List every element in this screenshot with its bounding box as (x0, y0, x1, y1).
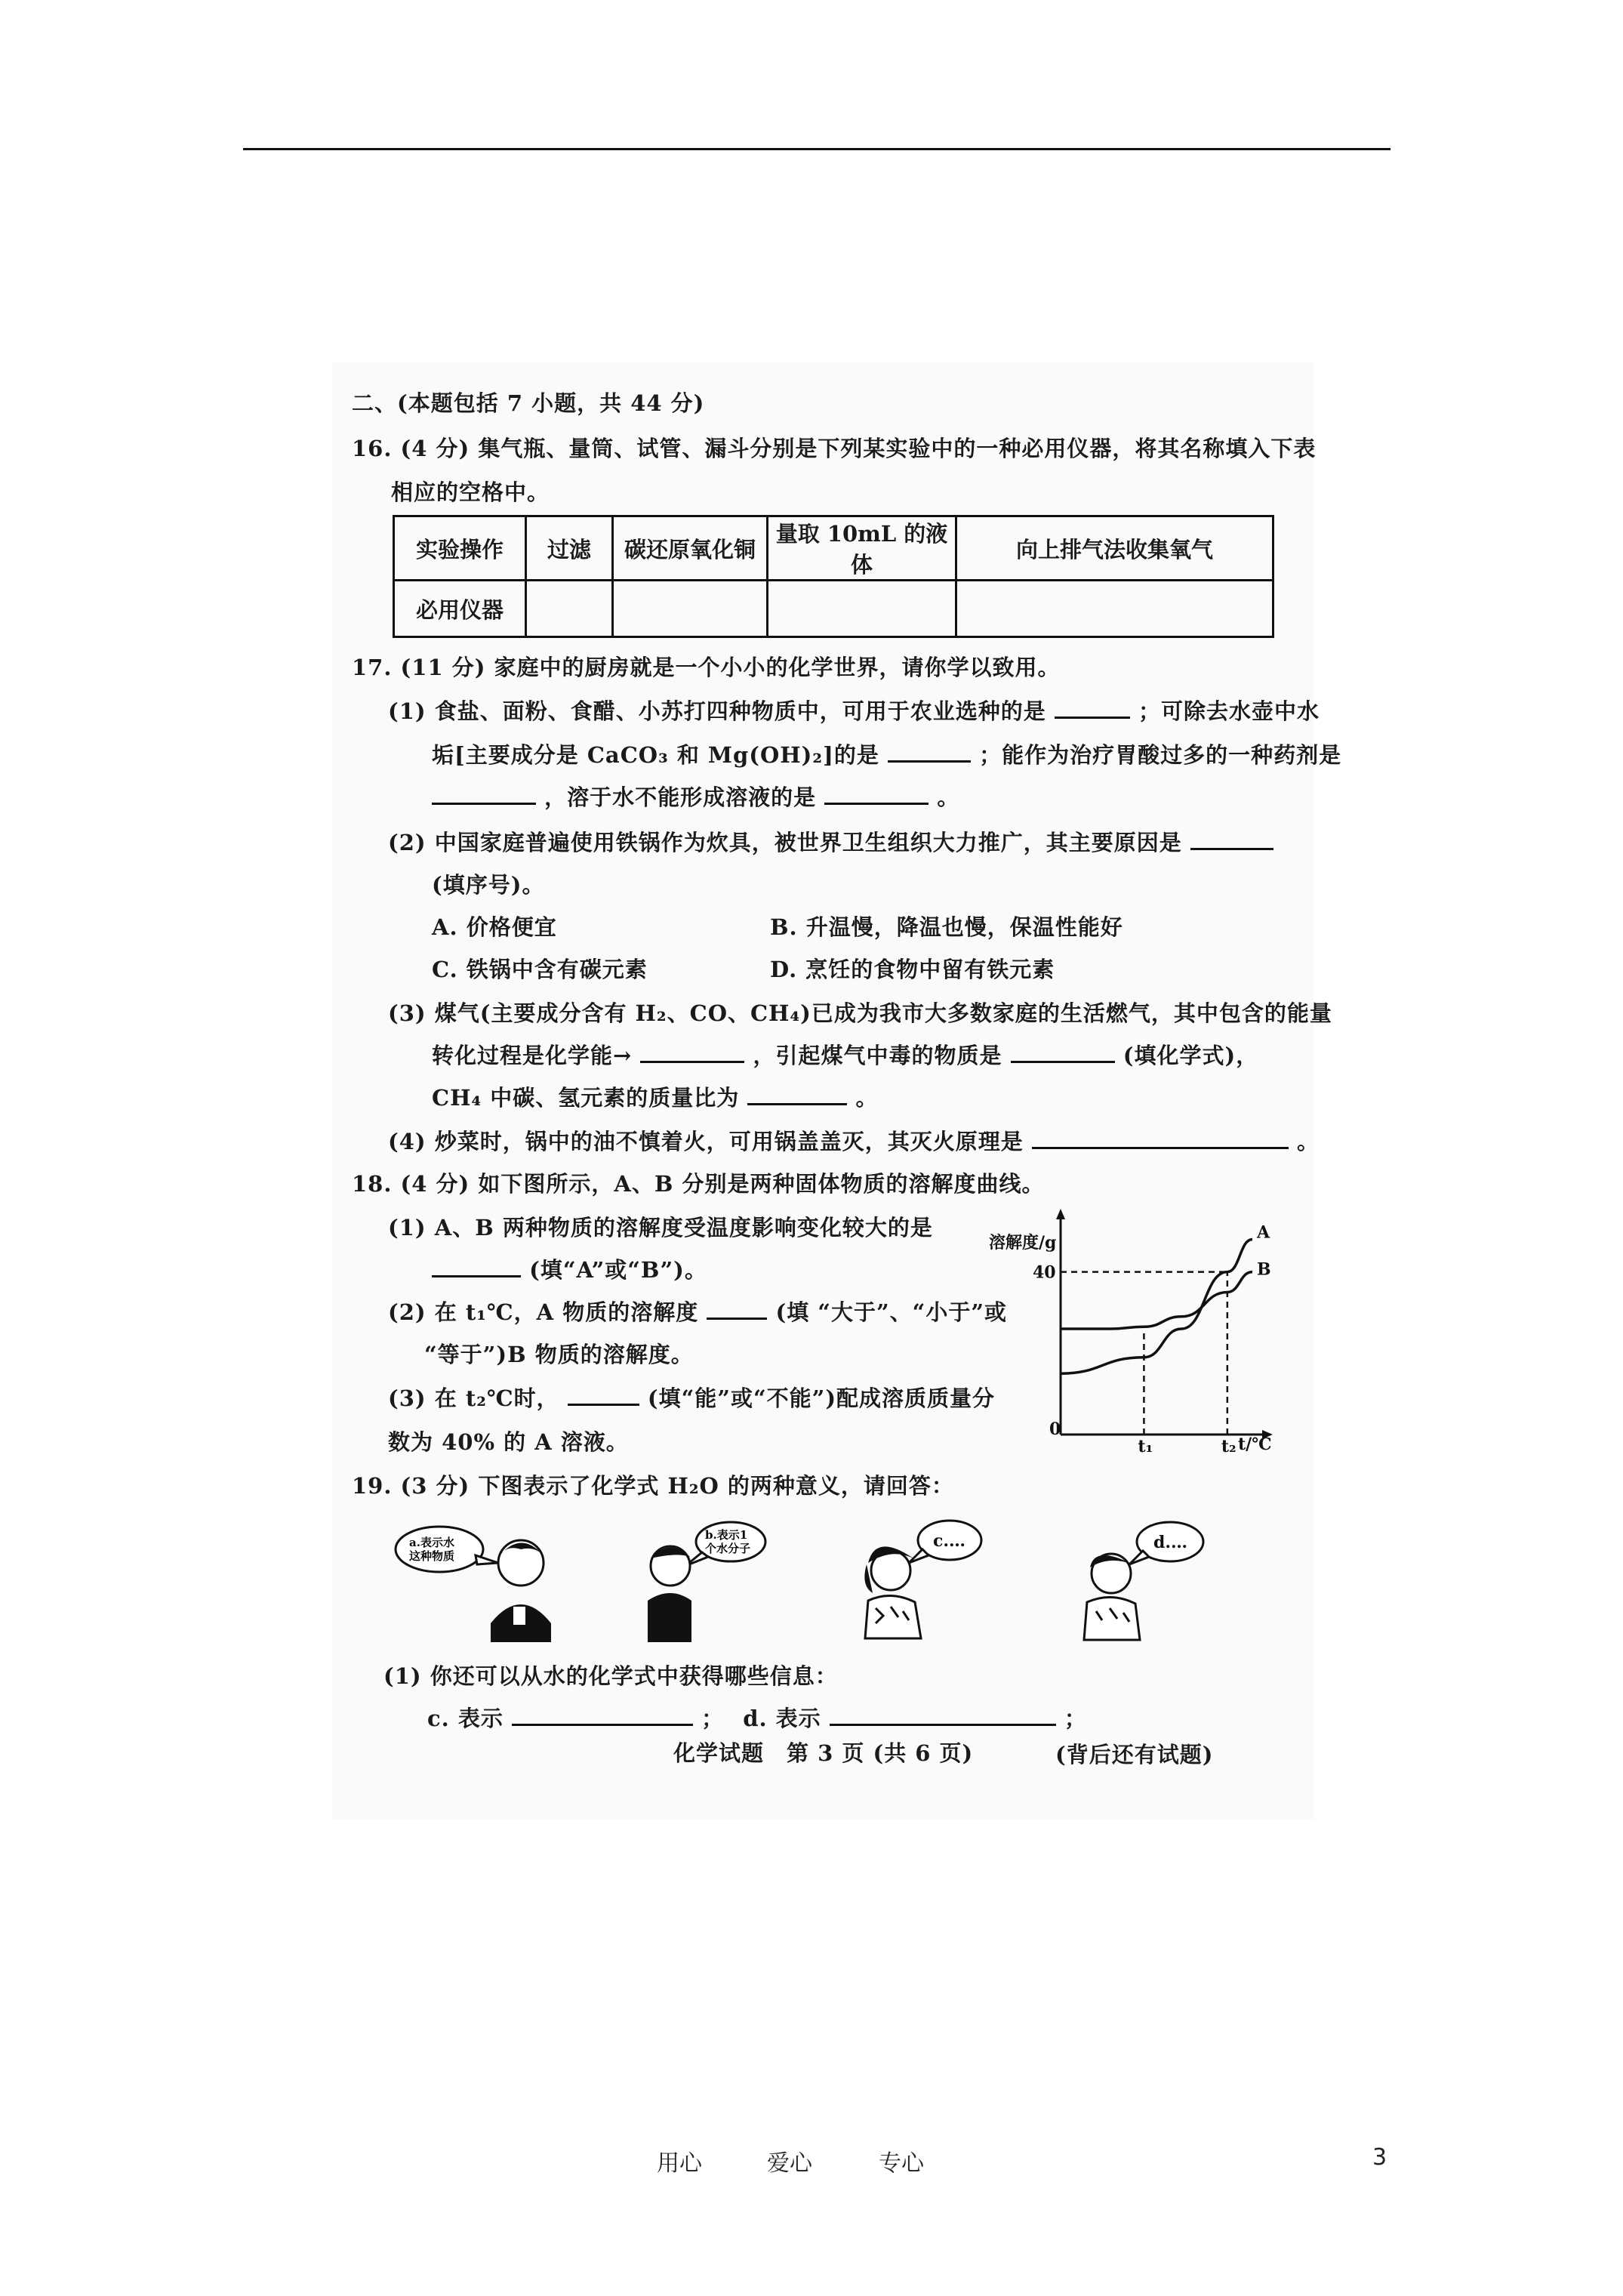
bubble-a-line2: 这种物质 (409, 1549, 455, 1563)
answer-cell[interactable] (768, 581, 956, 637)
footer-item: 用心 (657, 2150, 702, 2177)
page-number: 3 (1372, 2144, 1387, 2171)
footer-item: 专心 (879, 2150, 924, 2177)
option-a: A. 价格便宜 (432, 914, 557, 940)
q19-answer-line (427, 1702, 1087, 1733)
q17-part1-line2 (432, 738, 1341, 769)
person-c-icon (864, 1521, 981, 1638)
text: ； (701, 1706, 725, 1731)
answer-blank[interactable] (747, 1085, 847, 1105)
answer-blank[interactable] (707, 1299, 767, 1320)
exam-continue-note: (背后还有试题) (1055, 1742, 1214, 1767)
text: 垢[主要成分是 CaCO₃ 和 Mg(OH)₂]的是 (432, 742, 879, 768)
q16-stem-line1: 16. (4 分) 集气瓶、量筒、试管、漏斗分别是下列某实验中的一种必用仪器，将其名称填入下表 (352, 436, 1317, 461)
table-cell: 量取 10mL 的液体 (768, 516, 956, 581)
person-a-icon (396, 1527, 551, 1642)
exam-page-footer: 化学试题 第 3 页 (共 6 页) (673, 1740, 974, 1766)
answer-blank[interactable] (1190, 830, 1273, 850)
q16-table (393, 515, 1274, 638)
text: ； (1064, 1706, 1087, 1731)
text: ；能作为治疗胃酸过多的一种药剂是 (979, 742, 1342, 768)
series-line-a (1061, 1240, 1252, 1374)
q18-part3-line2: 数为 40% 的 A 溶液。 (388, 1429, 629, 1455)
text: 转化过程是化学能→ (432, 1043, 633, 1068)
q17-part3-line1: (3) 煤气(主要成分含有 H₂、CO、CH₄)已成为我市大多数家庭的生活燃气，其中包含的能量 (388, 1000, 1332, 1026)
x-tick-label: t₁ (1138, 1437, 1153, 1456)
text: c. 表示 (427, 1706, 504, 1731)
series-label-a: A (1256, 1222, 1270, 1243)
q18-part1-line1: (1) A、B 两种物质的溶解度受温度影响变化较大的是 (388, 1215, 933, 1240)
table-cell: 碳还原氧化铜 (613, 516, 768, 581)
person-d-icon (1084, 1522, 1203, 1640)
answer-blank-c[interactable] (512, 1706, 693, 1726)
text: ，溶于水不能形成溶液的是 (544, 784, 817, 810)
q17-part1-line1 (388, 695, 1320, 726)
table-row (394, 581, 1273, 637)
q18-stem: 18. (4 分) 如下图所示，A、B 分别是两种固体物质的溶解度曲线。 (352, 1171, 1045, 1197)
table-cell: 必用仪器 (394, 581, 526, 637)
header-rule (243, 148, 1390, 150)
q19-stem: 19. (3 分) 下图表示了化学式 H₂O 的两种意义，请回答： (352, 1473, 954, 1499)
text: (填“A”或“B”)。 (529, 1257, 707, 1283)
section-title: 二、(本题包括 7 小题，共 44 分) (352, 390, 705, 416)
text: (填化学式)， (1123, 1043, 1259, 1068)
origin-label: 0 (1049, 1419, 1061, 1439)
bubble-b-line1: b.表示1 (705, 1528, 748, 1542)
x-axis-label: t/℃ (1238, 1435, 1272, 1454)
option-d: D. 烹饪的食物中留有铁元素 (770, 957, 1055, 982)
text: (4) 炒菜时，锅中的油不慎着火，可用锅盖盖灭，其灭火原理是 (388, 1129, 1024, 1154)
answer-blank[interactable] (1032, 1129, 1289, 1149)
text: 。 (1296, 1129, 1320, 1154)
q18-part3-line1 (388, 1382, 995, 1413)
answer-blank[interactable] (888, 742, 971, 763)
text: (填“能”或“不能”)配成溶质质量分 (647, 1385, 996, 1411)
answer-blank-d[interactable] (830, 1706, 1056, 1726)
x-tick-label: t₂ (1221, 1437, 1236, 1456)
text: (填 “大于”、“小于”或 (775, 1299, 1008, 1325)
answer-blank[interactable] (824, 784, 929, 805)
footer-item: 爱心 (767, 2150, 812, 2177)
text: (2) 中国家庭普遍使用铁锅作为炊具，被世界卫生组织大力推广，其主要原因是 (388, 830, 1182, 855)
table-cell: 向上排气法收集氧气 (956, 516, 1273, 581)
q16-stem-line2: 相应的空格中。 (391, 479, 550, 505)
text: ，引起煤气中毒的物质是 (753, 1043, 1002, 1068)
answer-cell[interactable] (526, 581, 613, 637)
answer-blank[interactable] (1011, 1043, 1115, 1063)
q18-part2-line1 (388, 1296, 1007, 1327)
series-label-b: B (1256, 1259, 1271, 1280)
text: ；可除去水壶中水 (1138, 698, 1320, 724)
option-c: C. 铁锅中含有碳元素 (432, 957, 648, 982)
q18-part2-line2: “等于”)B 物质的溶解度。 (424, 1342, 694, 1367)
q17-part4 (388, 1125, 1320, 1156)
text: CH₄ 中碳、氢元素的质量比为 (432, 1085, 740, 1111)
text: 。 (937, 784, 960, 810)
text: d. 表示 (743, 1706, 821, 1731)
h2o-meaning-illustration (393, 1510, 1268, 1661)
answer-cell[interactable] (613, 581, 768, 637)
table-row (394, 516, 1273, 581)
q17-part2-line2: (填序号)。 (432, 872, 545, 898)
table-cell: 过滤 (526, 516, 613, 581)
table-cell: 实验操作 (394, 516, 526, 581)
answer-blank[interactable] (640, 1043, 744, 1063)
q18-part1-line2 (432, 1253, 707, 1284)
y-axis-arrow (1056, 1209, 1065, 1219)
series-line-b (1061, 1272, 1252, 1329)
answer-blank[interactable] (568, 1385, 639, 1406)
answer-blank[interactable] (432, 784, 536, 805)
y-axis-label: 溶解度/g (989, 1233, 1057, 1253)
answer-blank[interactable] (432, 1257, 521, 1277)
text: 。 (855, 1085, 879, 1111)
text: (1) 食盐、面粉、食醋、小苏打四种物质中，可用于农业选种的是 (388, 698, 1046, 724)
y-tick-label: 40 (1033, 1262, 1056, 1283)
q19-part1: (1) 你还可以从水的化学式中获得哪些信息： (383, 1663, 838, 1689)
bubble-b-line2: 个水分子 (705, 1542, 751, 1555)
person-b-icon (648, 1522, 765, 1642)
solubility-chart (981, 1204, 1283, 1461)
bubble-a-line1: a.表示水 (409, 1536, 454, 1549)
answer-blank[interactable] (1055, 698, 1130, 719)
q17-stem: 17. (11 分) 家庭中的厨房就是一个小小的化学世界，请你学以致用。 (352, 655, 1061, 680)
text: (3) 在 t₂℃时， (388, 1385, 559, 1411)
q17-part2-line1 (388, 826, 1273, 857)
bubble-d-text: d.… (1153, 1533, 1188, 1552)
answer-cell[interactable] (956, 581, 1273, 637)
q17-part1-line3 (432, 781, 959, 812)
text: (2) 在 t₁℃，A 物质的溶解度 (388, 1299, 699, 1325)
q17-part3-line3 (432, 1081, 879, 1112)
q17-part3-line2 (432, 1039, 1258, 1070)
bubble-c-text: c.… (933, 1531, 966, 1551)
option-b: B. 升温慢，降温也慢，保温性能好 (770, 914, 1123, 940)
